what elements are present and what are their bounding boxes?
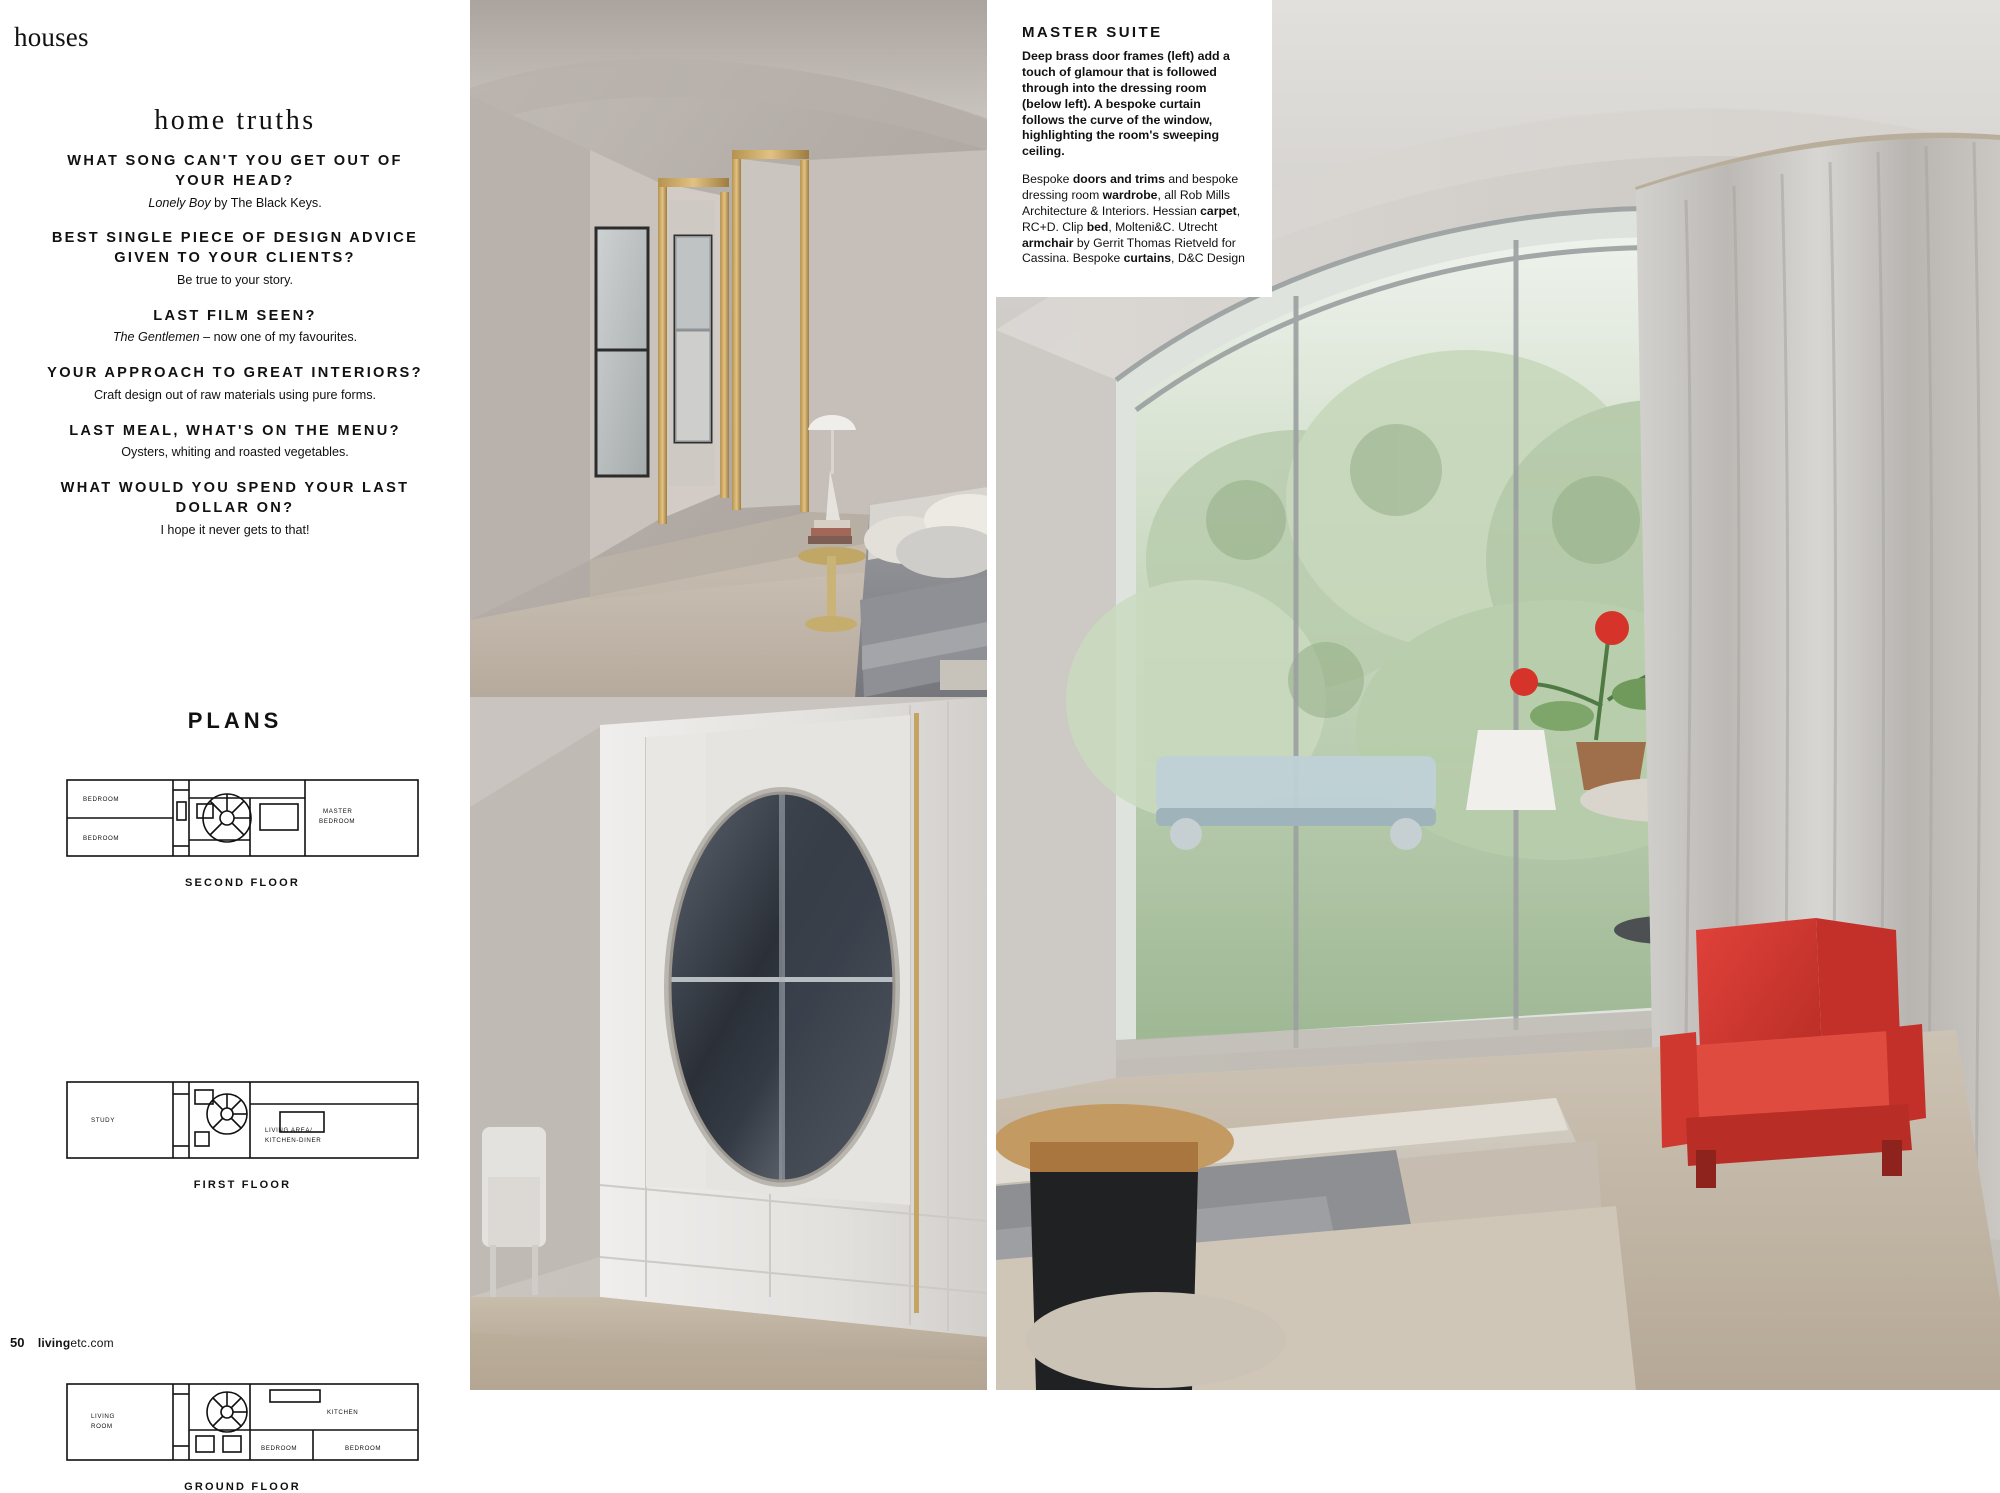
qa-answer [40,272,430,290]
website-light: etc.com [70,1336,114,1350]
qa-answer [40,387,430,405]
plan-room-label: BEDROOM [83,796,120,803]
qa-question: WHAT SONG CAN'T YOU GET OUT OF YOUR HEAD? [67,153,403,189]
plan-room-label: STUDY [91,1117,115,1124]
qa-item [40,229,430,289]
photo-dressing-room-art [470,697,987,1390]
floor-plan-ground-drawing [65,1372,420,1472]
section-kicker: houses [14,22,89,52]
floor-plan-caption: GROUND FLOOR [184,1481,301,1493]
qa-item [40,307,430,347]
floor-plan-second [65,768,420,889]
qa-answer [40,522,430,540]
plan-room-label: LIVING [91,1413,115,1420]
caption-credits: Bespoke doors and trims and bespoke dressing room wardrobe, all Rob Mills Architecture & Interiors. Hessian carpet, RC+D. Clip bed, Molteni&C. Utrecht armchair by Gerrit Thomas Rietveld for Cassina. Bespoke curtains, D&C Design [1022,172,1245,266]
plan-room-label: ROOM [91,1423,113,1430]
plan-room-label: BEDROOM [83,835,120,842]
website-label [38,1336,114,1350]
qa-question: YOUR APPROACH TO GREAT INTERIORS? [47,365,423,382]
qa-answer-rest: I hope it never gets to that! [160,522,310,537]
page-footer [10,1335,114,1350]
plan-room-label: BEDROOM [319,818,356,825]
qa-answer-rest: Oysters, whiting and roasted vegetables. [121,445,349,460]
qa-answer-rest: Craft design out of raw materials using pure forms. [93,387,377,402]
website-bold: living [37,1336,71,1350]
floor-plan-caption: FIRST FLOOR [193,1179,292,1191]
caption-lead: Deep brass door frames (left) add a touch of glamour that is followed through into the dressing room (below left). A bespoke curtain follows the curve of the window, highlighting the room's sweeping ceiling. [1022,49,1230,159]
qa-answer-rest: Be true to your story. [177,273,293,287]
plan-room-label: BEDROOM [345,1445,382,1452]
page-title: home truths [154,105,316,136]
qa-question: LAST MEAL, WHAT'S ON THE MENU? [69,422,401,439]
page-number: 50 [10,1335,25,1350]
qa-item [40,479,430,539]
plan-room-label: KITCHEN [327,1409,359,1416]
floor-plan-ground [65,1372,420,1493]
floor-plan-first-drawing [65,1070,420,1170]
floor-plan-caption: SECOND FLOOR [184,877,300,889]
qa-answer [40,444,430,462]
caption-title: MASTER SUITE [1022,24,1163,41]
left-column [0,0,470,1493]
plans-heading: PLANS [187,708,283,733]
plan-room-label: MASTER [323,808,353,815]
qa-answer [40,195,430,213]
qa-question: WHAT WOULD YOU SPEND YOUR LAST DOLLAR ON? [60,480,410,516]
photo-bedroom-brass-doors-art [470,0,987,697]
qa-item [40,422,430,462]
floor-plan-first [65,1070,420,1191]
qa-answer [40,329,430,347]
qa-question: BEST SINGLE PIECE OF DESIGN ADVICE GIVEN TO YOUR CLIENTS? [51,230,419,267]
floor-plan-second-drawing [65,768,420,868]
plan-room-label: BEDROOM [261,1445,298,1452]
qa-answer-emphasis: The Gentlemen [112,330,200,345]
qa-item [40,364,430,404]
home-truths-qa-list [40,152,430,556]
plan-room-label: LIVING AREA/ [265,1127,313,1134]
qa-answer-rest: – now one of my favourites. [199,330,358,345]
plan-room-label: KITCHEN-DINER [265,1137,322,1144]
qa-answer-emphasis: Lonely Boy [148,195,211,210]
photo-bedroom-brass-doors [470,0,987,697]
qa-item [40,152,430,212]
master-suite-caption [996,0,1272,297]
photo-dressing-room-oval-mirror [470,697,987,1390]
qa-answer-rest: by The Black Keys. [210,195,322,210]
qa-question: LAST FILM SEEN? [153,307,317,324]
